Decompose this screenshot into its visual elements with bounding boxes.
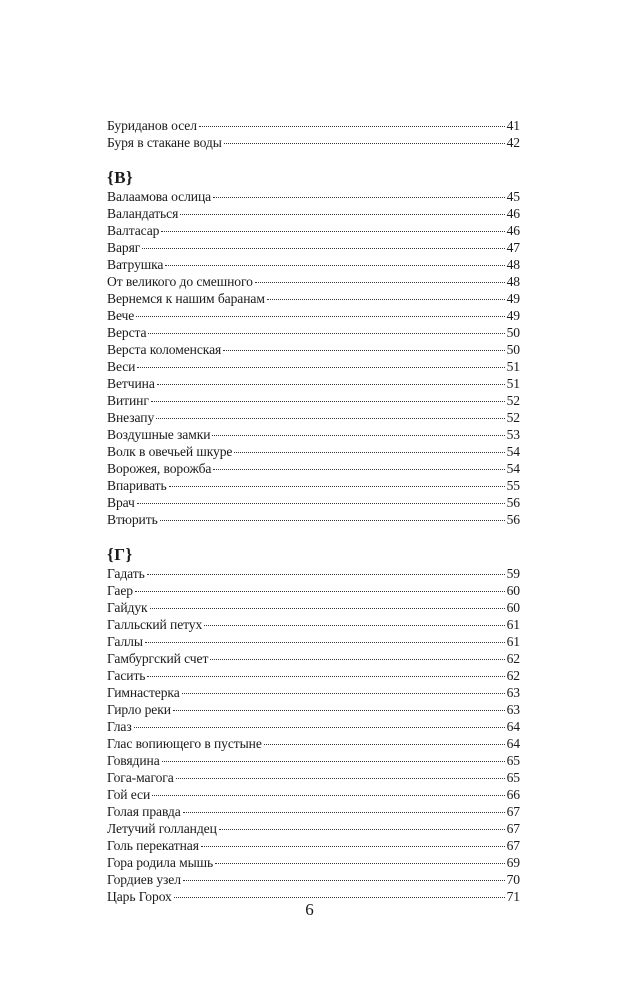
- dot-leader: [199, 126, 505, 127]
- entry-title: Говядина: [107, 753, 160, 768]
- index-entry: [107, 188, 520, 205]
- entry-page-number: 62: [506, 668, 520, 683]
- entry-page-number: 53: [506, 427, 520, 442]
- dot-leader: [142, 248, 504, 249]
- entry-page-number: 52: [506, 393, 520, 408]
- dot-leader: [219, 829, 505, 830]
- entry-page-number: 67: [506, 821, 520, 836]
- dot-leader: [212, 435, 504, 436]
- page-number: 6: [305, 900, 314, 919]
- entry-page-number: 63: [506, 702, 520, 717]
- dot-leader: [213, 469, 504, 470]
- index-entry: [107, 273, 520, 290]
- index-entry: [107, 205, 520, 222]
- section-heading: {В}: [107, 168, 134, 187]
- dot-leader: [147, 574, 505, 575]
- entry-title: Гадать: [107, 566, 145, 581]
- entry-title: Втюрить: [107, 512, 158, 527]
- dot-leader: [176, 778, 505, 779]
- dot-leader: [183, 880, 505, 881]
- dot-leader: [174, 897, 505, 898]
- index-entry: [107, 134, 520, 151]
- entry-title: Ветчина: [107, 376, 155, 391]
- entry-page-number: 46: [506, 206, 520, 221]
- dot-leader: [156, 418, 504, 419]
- dot-leader: [152, 795, 504, 796]
- dot-leader: [180, 214, 504, 215]
- dot-leader: [150, 608, 505, 609]
- index-entry: [107, 290, 520, 307]
- index-entry: [107, 565, 520, 582]
- index-entry: [107, 854, 520, 871]
- entry-page-number: 71: [506, 889, 520, 904]
- index-entry: [107, 443, 520, 460]
- index-entry: [107, 803, 520, 820]
- index-entry: [107, 633, 520, 650]
- entry-page-number: 70: [506, 872, 520, 887]
- entry-page-number: 42: [506, 135, 520, 150]
- entry-page-number: 46: [506, 223, 520, 238]
- index-entry: [107, 582, 520, 599]
- entry-title: Валтасар: [107, 223, 160, 238]
- index-section: [107, 528, 520, 905]
- index-entry: [107, 701, 520, 718]
- entry-title: Летучий голландец: [107, 821, 217, 836]
- entry-title: Гаер: [107, 583, 133, 598]
- entry-title: Гой еси: [107, 787, 151, 802]
- entry-page-number: 51: [506, 359, 520, 374]
- entry-page-number: 55: [506, 478, 520, 493]
- index-entry: [107, 341, 520, 358]
- index-entry: [107, 117, 520, 134]
- index-entry: [107, 650, 520, 667]
- dot-leader: [148, 333, 504, 334]
- entry-title: Голая правда: [107, 804, 181, 819]
- index-entry: [107, 324, 520, 341]
- entry-title: Впаривать: [107, 478, 167, 493]
- index-entry: [107, 786, 520, 803]
- index-entry: [107, 667, 520, 684]
- index-entry: [107, 307, 520, 324]
- dot-leader: [160, 520, 505, 521]
- entry-page-number: 45: [506, 189, 520, 204]
- dot-leader: [224, 143, 505, 144]
- entry-page-number: 54: [506, 444, 520, 459]
- entry-title: Галлы: [107, 634, 143, 649]
- dot-leader: [255, 282, 505, 283]
- entry-title: Врач: [107, 495, 135, 510]
- dot-leader: [264, 744, 505, 745]
- entry-title: Валандаться: [107, 206, 179, 221]
- entry-title: Вече: [107, 308, 135, 323]
- entry-page-number: 54: [506, 461, 520, 476]
- index-entry: [107, 752, 520, 769]
- entry-title: Воздушные замки: [107, 427, 211, 442]
- entry-page-number: 60: [506, 583, 520, 598]
- entry-page-number: 61: [506, 634, 520, 649]
- index-groups: [107, 117, 520, 905]
- entry-title: Веси: [107, 359, 136, 374]
- index-page: [107, 117, 520, 905]
- entry-title: Буря в стакане воды: [107, 135, 222, 150]
- index-entry: [107, 494, 520, 511]
- entry-title: От великого до смешного: [107, 274, 253, 289]
- dot-leader: [201, 846, 505, 847]
- dot-leader: [162, 761, 505, 762]
- entry-page-number: 64: [506, 736, 520, 751]
- dot-leader: [145, 642, 505, 643]
- index-entry: [107, 599, 520, 616]
- dot-leader: [267, 299, 505, 300]
- entry-page-number: 59: [506, 566, 520, 581]
- entry-title: Вернемся к нашим баранам: [107, 291, 265, 306]
- entry-title: Голь перекатная: [107, 838, 199, 853]
- dot-leader: [169, 486, 505, 487]
- dot-leader: [151, 401, 505, 402]
- entry-page-number: 56: [506, 495, 520, 510]
- entry-title: Гамбургский счет: [107, 651, 209, 666]
- index-entry: [107, 426, 520, 443]
- index-entry: [107, 837, 520, 854]
- entry-page-number: 61: [506, 617, 520, 632]
- index-entry: [107, 358, 520, 375]
- entry-page-number: 49: [506, 291, 520, 306]
- entry-page-number: 50: [506, 325, 520, 340]
- entry-title: Верста коломенская: [107, 342, 222, 357]
- entry-title: Галльский петух: [107, 617, 203, 632]
- dot-leader: [234, 452, 504, 453]
- index-entry: [107, 392, 520, 409]
- index-entry: [107, 616, 520, 633]
- dot-leader: [223, 350, 504, 351]
- dot-leader: [137, 367, 504, 368]
- entry-page-number: 48: [506, 274, 520, 289]
- entry-page-number: 65: [506, 753, 520, 768]
- dot-leader: [135, 591, 505, 592]
- entry-title: Волк в овечьей шкуре: [107, 444, 233, 459]
- entry-page-number: 56: [506, 512, 520, 527]
- entry-title: Ворожея, ворожба: [107, 461, 212, 476]
- index-entry: [107, 684, 520, 701]
- entry-page-number: 69: [506, 855, 520, 870]
- index-entry: [107, 256, 520, 273]
- entry-title: Гора родила мышь: [107, 855, 214, 870]
- dot-leader: [134, 727, 505, 728]
- entry-page-number: 65: [506, 770, 520, 785]
- entry-title: Валаамова ослица: [107, 189, 212, 204]
- entry-title: Гимнастерка: [107, 685, 180, 700]
- entry-title: Гирло реки: [107, 702, 171, 717]
- dot-leader: [204, 625, 504, 626]
- dot-leader: [136, 316, 504, 317]
- entry-page-number: 64: [506, 719, 520, 734]
- entry-page-number: 48: [506, 257, 520, 272]
- entry-title: Варяг: [107, 240, 141, 255]
- dot-leader: [173, 710, 505, 711]
- index-entry: [107, 477, 520, 494]
- entry-title: Верста: [107, 325, 147, 340]
- section-spacer: [107, 151, 520, 168]
- dot-leader: [215, 863, 504, 864]
- section-heading: {Г}: [107, 545, 133, 564]
- entry-title: Глас вопиющего в пустыне: [107, 736, 262, 751]
- dot-leader: [183, 812, 505, 813]
- entry-title: Внезапу: [107, 410, 155, 425]
- entry-page-number: 49: [506, 308, 520, 323]
- entry-page-number: 62: [506, 651, 520, 666]
- entry-title: Буриданов осел: [107, 118, 197, 133]
- dot-leader: [147, 676, 504, 677]
- dot-leader: [161, 231, 504, 232]
- entry-title: Царь Горох: [107, 889, 172, 904]
- entry-page-number: 66: [506, 787, 520, 802]
- index-section: [107, 151, 520, 528]
- entry-title: Глаз: [107, 719, 132, 734]
- entry-title: Гордиев узел: [107, 872, 181, 887]
- index-entry: [107, 409, 520, 426]
- entry-title: Гога-магога: [107, 770, 174, 785]
- index-entry: [107, 460, 520, 477]
- entry-page-number: 63: [506, 685, 520, 700]
- dot-leader: [210, 659, 504, 660]
- entry-title: Ватрушка: [107, 257, 164, 272]
- dot-leader: [165, 265, 504, 266]
- index-entry: [107, 239, 520, 256]
- index-entry: [107, 511, 520, 528]
- entry-page-number: 51: [506, 376, 520, 391]
- section-spacer: [107, 528, 520, 545]
- entry-page-number: 52: [506, 410, 520, 425]
- index-entry: [107, 820, 520, 837]
- index-entry: [107, 375, 520, 392]
- dot-leader: [157, 384, 505, 385]
- entry-page-number: 67: [506, 804, 520, 819]
- entry-page-number: 41: [506, 118, 520, 133]
- index-entry: [107, 769, 520, 786]
- entry-title: Гасить: [107, 668, 146, 683]
- dot-leader: [182, 693, 505, 694]
- index-section: [107, 117, 520, 151]
- index-entry: [107, 718, 520, 735]
- dot-leader: [213, 197, 505, 198]
- dot-leader: [137, 503, 505, 504]
- index-entry: [107, 871, 520, 888]
- entry-title: Витинг: [107, 393, 149, 408]
- index-entry: [107, 222, 520, 239]
- entry-title: Гайдук: [107, 600, 148, 615]
- index-entry: [107, 735, 520, 752]
- entry-page-number: 50: [506, 342, 520, 357]
- entry-page-number: 60: [506, 600, 520, 615]
- entry-page-number: 67: [506, 838, 520, 853]
- entry-page-number: 47: [506, 240, 520, 255]
